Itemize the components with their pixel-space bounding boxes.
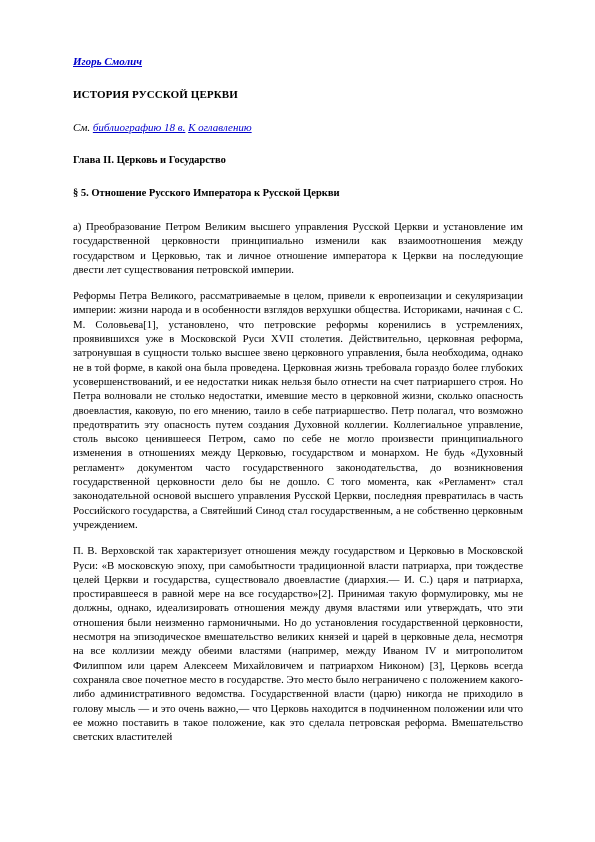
author-link[interactable]: Игорь Смолич [73,56,143,68]
page-title: ИСТОРИЯ РУССКОЙ ЦЕРКВИ [73,89,238,101]
paragraph: а) Преобразование Петром Великим высшего управления Русской Церкви и установление им государственной церковности принципиально изменили как взаимоотношения между государством и Церковью, так и личное отношение императора к Церкви на последующие двести лет существования петровской империи. [73,221,523,276]
paragraph: П. В. Верховской так характеризует отношения между государством и Церковью в Московской Руси: «В московскую эпоху, при самобытности традиционной власти патриарха, при тождестве целей Церкви и государства, существовало двоевластие (диархия.— И. С.) царя и патриарха, простиравшееся в равной мере на все государство»[2]. Принимая такую формулировку, мы не должны, однако, идеализировать отношения между двумя властями или утверждать, что эти отношения были неизменно гармоничными. Но до установления государственной церковности, несмотря на эпизодическое вмешательство великих князей и царей в церковные дела, несмотря на все коллизии между обеими властями (например, между Иваном IV и митрополитом Филиппом или царем Алексеем Михайловичем и патриархом Никоном) [3], Церковь всегда сохраняла свое почетное место в государстве. Это место было неграничено с положением какого-либо административного ведомства. Государственной власти (царю) никогда не приходило в голову мысль — и это очень важно,— что Церковь находится в подчиненном положении или что ее можно поставить в такое положение, как это сделала петровская реформа. Вмешательство светских властителей [73,545,523,744]
toc-link[interactable]: К оглавлению [188,122,252,134]
see-also-line [73,122,252,134]
article-body [73,220,523,756]
chapter-heading: Глава II. Церковь и Государство [73,155,226,166]
paragraph: Реформы Петра Великого, рассматриваемые в целом, привели к европеизации и секуляризации империи: жизни народа и в особенности взглядов верхушки общества. Историками, начиная с С. М. Соловьева[1], установлено, что петровские реформы коренились в устремлениях, проявившихся уже в Московской Руси XVII столетия. Действительно, церковная реформа, затронувшая в сущности только высшее звено церковного управления, была необходима, однако не в той форме, в какой она была проведена. Церковная жизнь требовала гораздо более глубоких усовершенствований, и ее недостатки никак нельзя было отнести на счет патриаршего строя. Но Петра волновали не столько недостатки, имевшие место в церковной жизни, сколько опасность двоевластия, каковую, по его мнению, таило в себе патриаршество. Петр полагал, что возможно предотвратить эту опасность путем создания Духовной коллегии. Коллегиальное управление, столь высоко ценившееся Петром, само по себе не могло произвести принципиального изменения в отношениях между Церковью, государством и монархом. Не будь «Духовный регламент» документом часто государственного законодательства, до возникновения государственной церковности дело бы не дошло. С того момента, как «Регламент» стал законодательной основой высшего управления Русской Церкви, последняя превратилась в часть Российского государства, а Святейший Синод стал государственным, а не собственно церковным учреждением. [73,290,523,531]
section-heading: § 5. Отношение Русского Императора к Русской Церкви [73,188,340,199]
bibliography-link[interactable]: библиографию 18 в. [92,122,186,134]
see-prefix: См. [73,122,93,134]
